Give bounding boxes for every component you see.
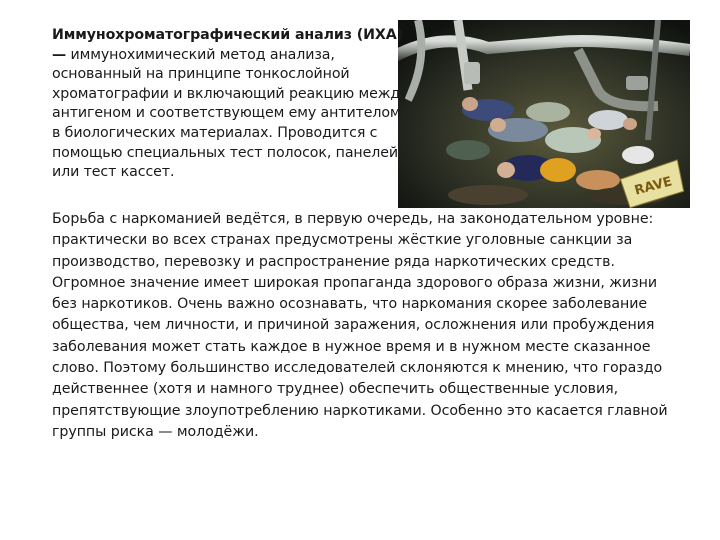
intro-term: Иммунохроматографический анализ (ИХА) — bbox=[52, 27, 403, 63]
stamp-text: RAVE bbox=[633, 174, 674, 199]
photo-people-lying-under-pipes bbox=[398, 20, 690, 208]
intro-body: иммунохимический метод анализа, основанный на принципе тонкослойной хроматографии и включающий реакцию между антигеном и соответствующем ему антителом в биологических материалах. Проводится с помощью специальных тест полосок, панелей или тест кассет. bbox=[52, 46, 409, 181]
intro-definition bbox=[52, 26, 412, 183]
photo-illustration bbox=[398, 20, 690, 208]
main-paragraph: Борьба с наркоманией ведётся, в первую очередь, на законодательном уровне: практически во всех странах предусмотрены жёсткие уголовные санкции за производство, перевозку и распространение ряда наркотических средств. Огромное значение имеет широкая пропаганда здорового образа жизни, жизни без наркотиков. Очень важно осознавать, что наркомания скорее заболевание общества, чем личности, и причиной заражения, осложнения или пробуждения заболевания может стать каждое в нужное время и в нужном месте сказанное слово. Поэтому большинство исследователей склоняются к мнению, что гораздо действеннее (хотя и намного труднее) обеспечить общественные условия, препятствующие злоупотреблению наркотиками. Особенно это касается главной группы риска — молодёжи. bbox=[52, 211, 668, 440]
